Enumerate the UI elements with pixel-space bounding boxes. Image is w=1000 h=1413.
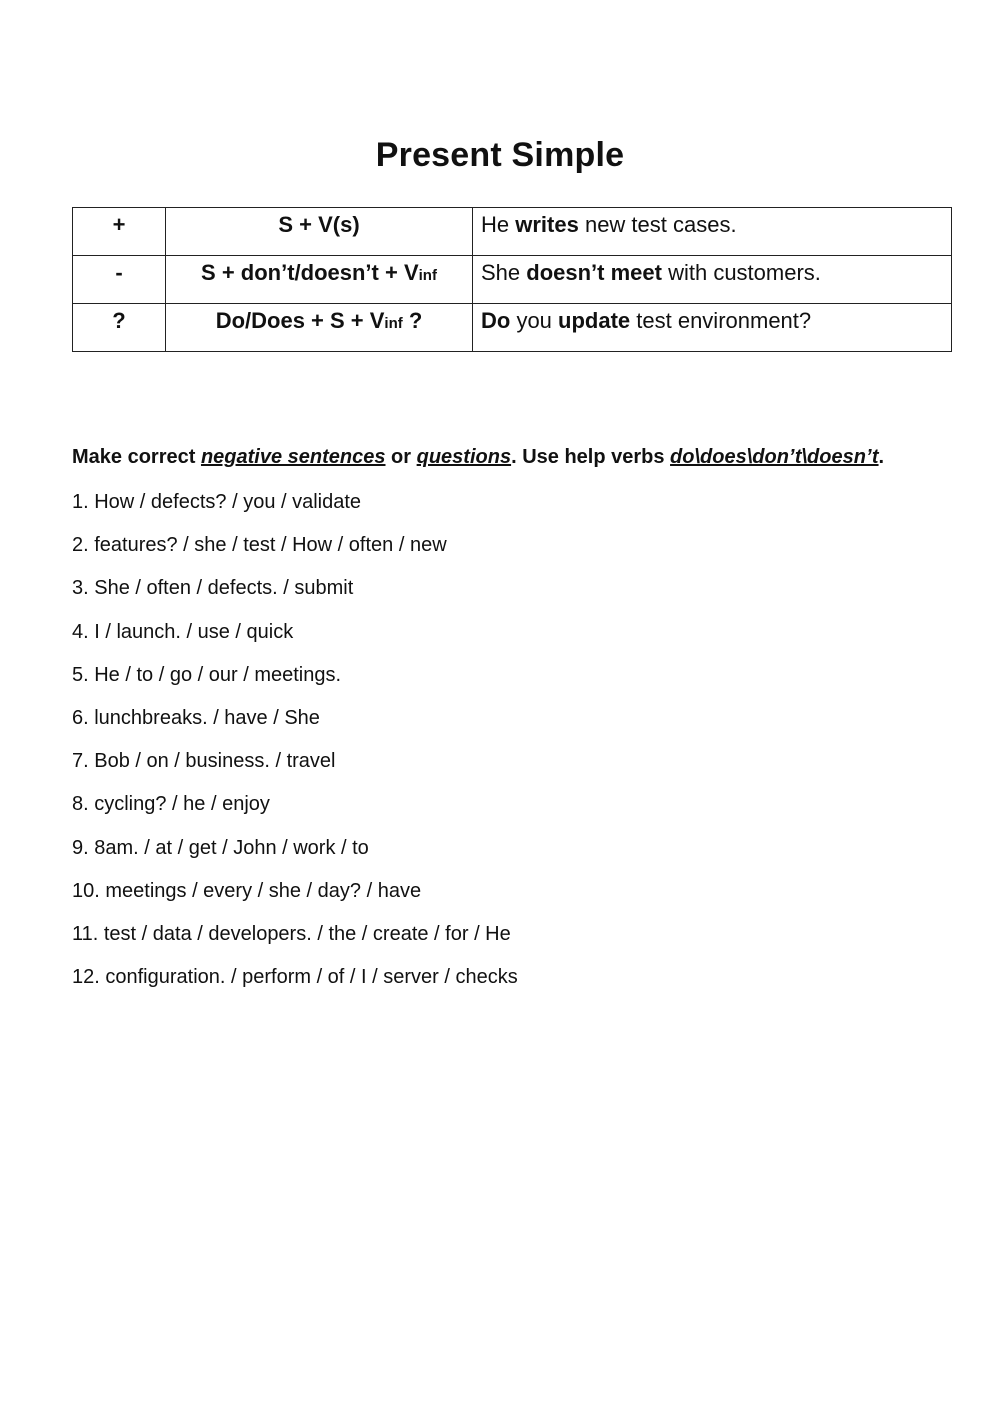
page-title: Present Simple [375,136,625,174]
formula-cell [166,208,473,256]
formula-text: S + don’t/doesn’t + V [201,260,419,285]
exercise-item: 8. cycling? / he / enjoy [72,793,270,816]
example-verb: doesn’t meet [526,260,662,285]
sign-cell: ? [73,304,166,352]
example-mid: with customers. [661,260,821,285]
formula-tail: ? [402,308,423,333]
formula-text: S + V(s) [278,212,360,237]
example-cell [473,304,952,352]
example-pre: She [481,260,527,285]
exercise-item: 12. configuration. / perform / of / I / server / checks [72,966,518,989]
formula-subscript: inf [384,315,403,332]
example-verb: writes [515,212,579,237]
exercise-item: 6. lunchbreaks. / have / She [72,706,320,729]
instruction-emphasis: negative sentences [200,446,386,468]
exercise-item: 4. I / launch. / use / quick [72,620,294,643]
exercise-item: 7. Bob / on / business. / travel [72,750,336,773]
exercise-item: 3. She / often / defects. / submit [72,577,354,600]
instruction-emphasis: do\does\don’t\doesn’t [670,446,879,468]
example-cell [473,208,952,256]
instruction-text: . Use help verbs [511,446,671,468]
instruction-emphasis: questions [416,446,512,468]
table-row-negative [73,256,952,304]
example-verb: Do [481,308,511,333]
example-verb-2: update [558,308,631,333]
instruction-text: Make correct [72,446,201,468]
formula-cell [166,256,473,304]
formula-subscript: inf [418,267,437,284]
exercise-item: 11. test / data / developers. / the / create / for / He [72,922,511,945]
table-row-positive [73,208,952,256]
exercise-item: 9. 8am. / at / get / John / work / to [72,836,369,859]
example-cell [473,256,952,304]
exercise-item: 10. meetings / every / she / day? / have [72,879,422,902]
exercise-item: 5. He / to / go / our / meetings. [72,663,342,686]
example-post: test environment? [630,308,812,333]
instruction-text: . [878,446,885,468]
exercise-list [72,489,518,1007]
example-mid: you [510,308,559,333]
sign-cell: - [73,256,166,304]
sign-cell: + [73,208,166,256]
example-pre: He [481,212,516,237]
grammar-table [72,207,952,352]
instruction-text: or [385,446,417,468]
exercise-item: 2. features? / she / test / How / often / new [72,534,447,557]
exercise-item: 1. How / defects? / you / validate [72,491,362,513]
formula-cell [166,304,473,352]
example-mid: new test cases. [578,212,737,237]
table-row-question [73,304,952,352]
exercise-instruction [72,446,952,469]
formula-text: Do/Does + S + V [215,308,385,333]
